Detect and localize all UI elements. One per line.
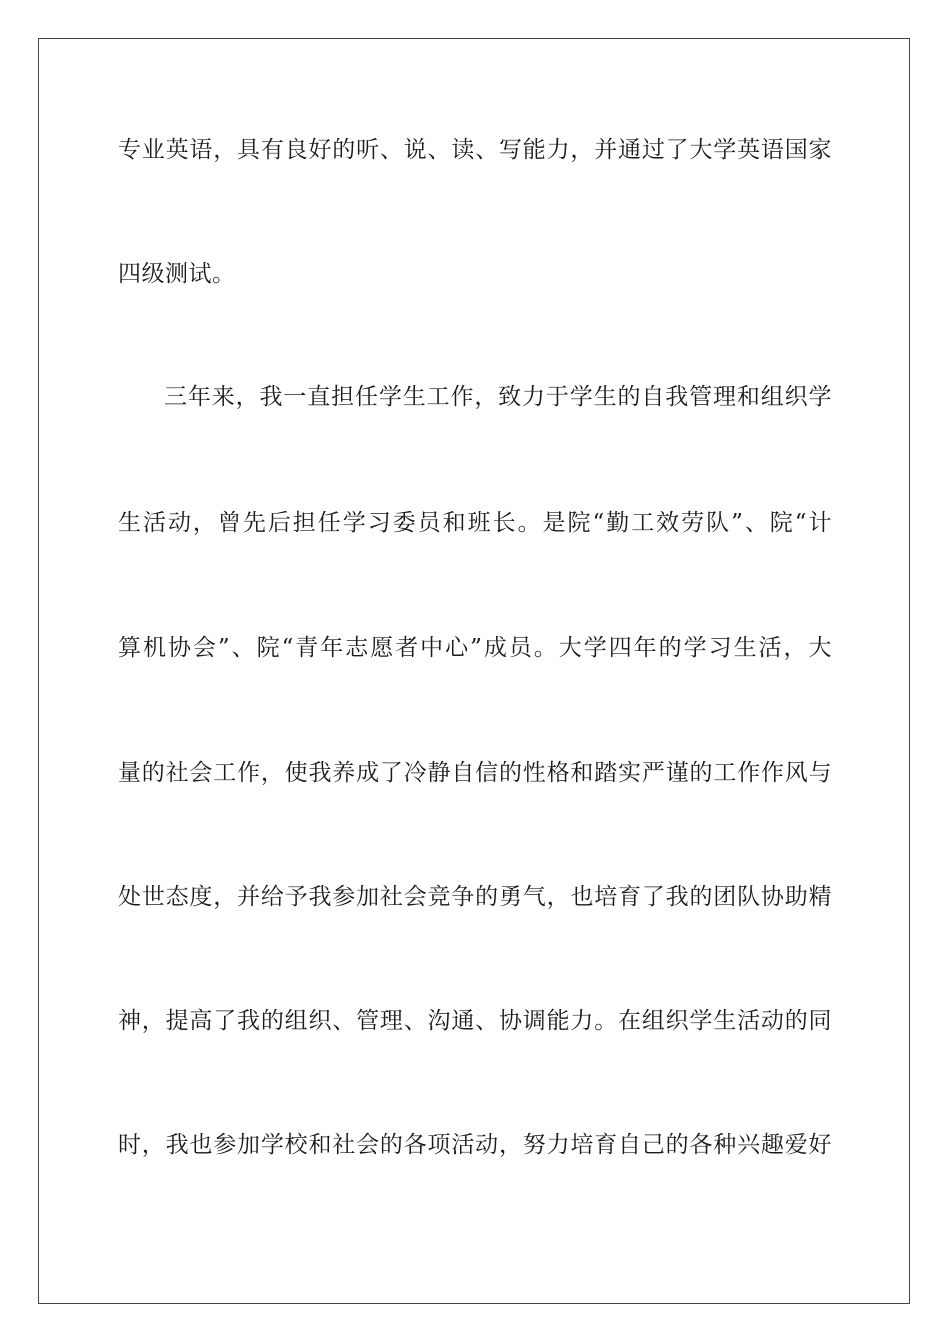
text-line-6: 量的社会工作，使我养成了冷静自信的性格和踏实严谨的工作作风与 (118, 760, 832, 786)
paragraph-start-line: 三年来，我一直担任学生工作，致力于学生的自我管理和组织学 (164, 384, 832, 410)
text-line-1: 专业英语，具有良好的听、说、读、写能力，并通过了大学英语国家 (118, 137, 832, 163)
text-line-9: 时，我也参加学校和社会的各项活动，努力培育自己的各种兴趣爱好 (118, 1132, 832, 1158)
text-line-5: 算机协会”、院“青年志愿者中心”成员。大学四年的学习生活，大 (118, 635, 832, 661)
text-line-4: 生活动，曾先后担任学习委员和班长。是院“勤工效劳队”、院“计 (118, 510, 832, 536)
text-line-2: 四级测试。 (118, 261, 236, 287)
text-line-7: 处世态度，并给予我参加社会竞争的勇气，也培育了我的团队协助精 (118, 884, 832, 910)
text-line-8: 神，提高了我的组织、管理、沟通、协调能力。在组织学生活动的同 (118, 1008, 832, 1034)
page-frame (38, 38, 910, 1304)
